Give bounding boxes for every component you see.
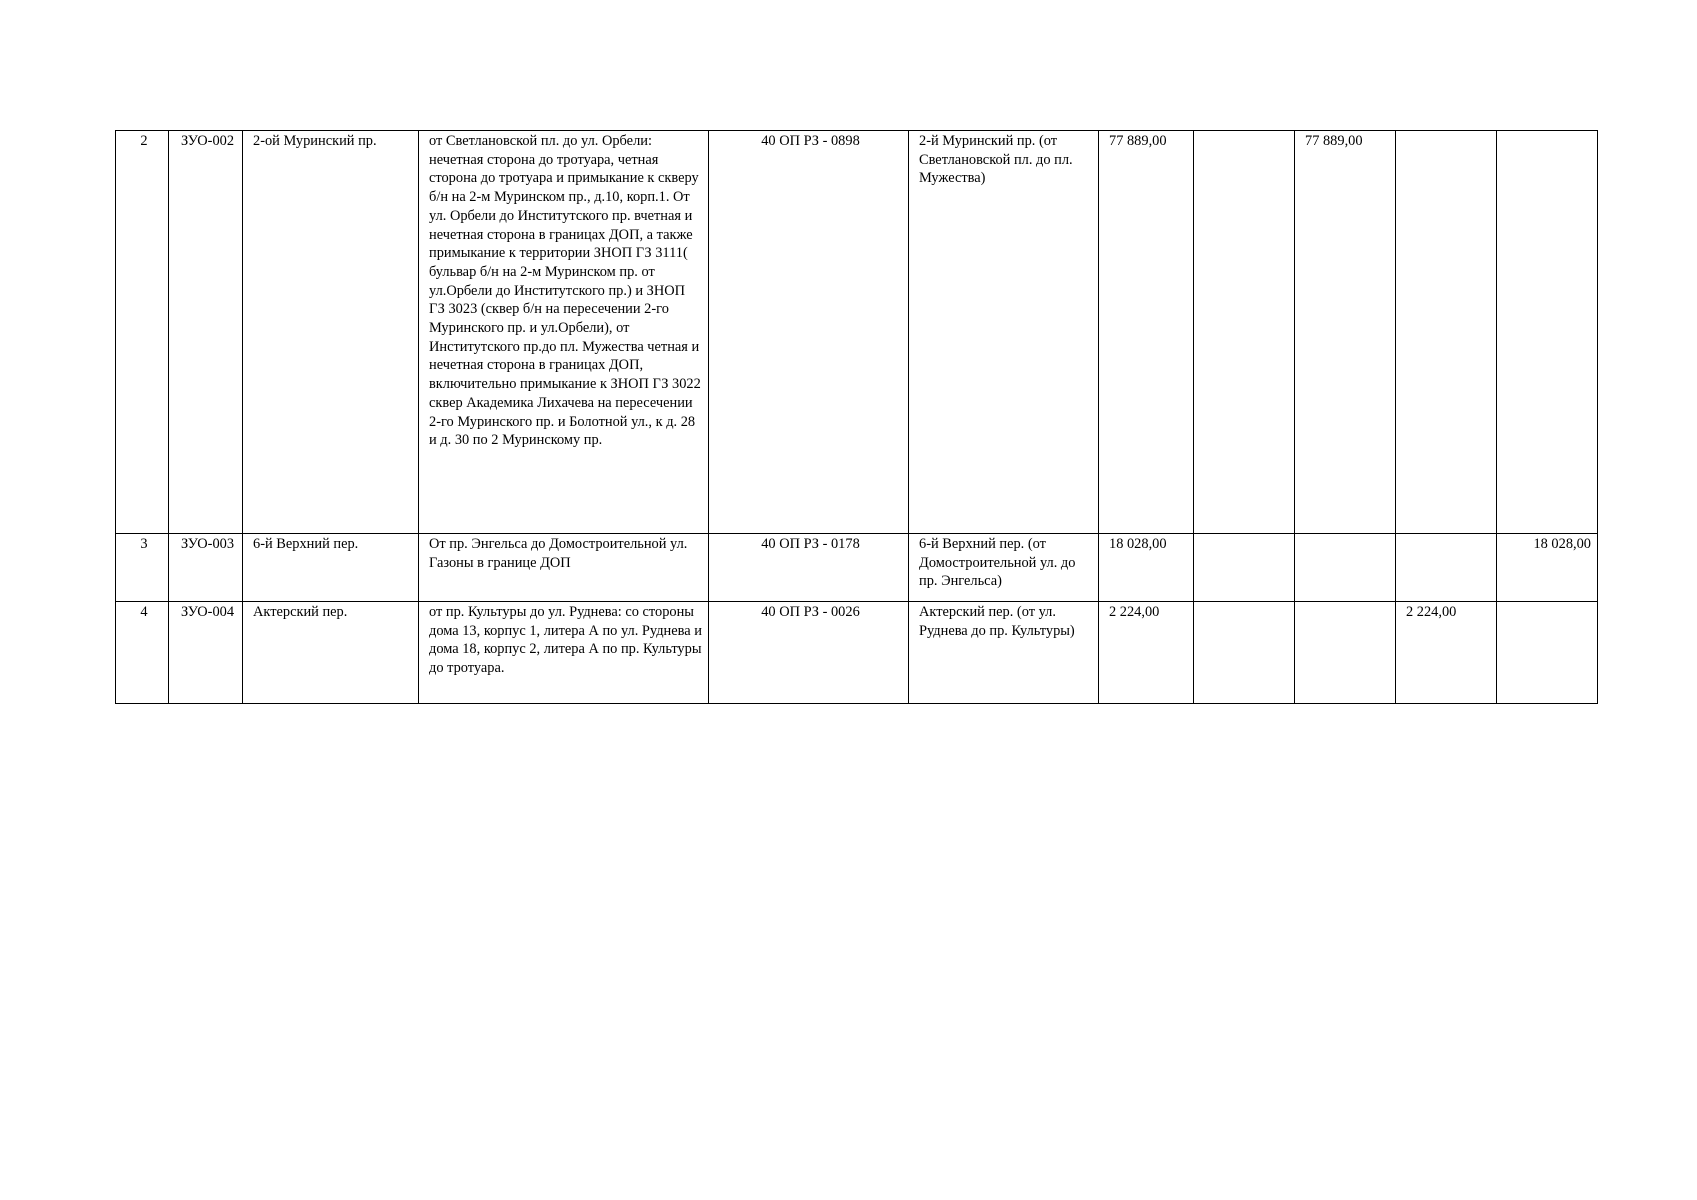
- object-code: ЗУО-003: [169, 534, 243, 602]
- area-col-9: 2 224,00: [1396, 602, 1497, 704]
- object-description: от пр. Культуры до ул. Руднева: со стороны дома 13, корпус 1, литера А по ул. Руднева и дома 18, корпус 2, литера А по пр. Культуры до тротуара.: [419, 602, 709, 704]
- area-total: 77 889,00: [1099, 131, 1194, 534]
- object-name: 6-й Верхний пер.: [243, 534, 419, 602]
- road-name: Актерский пер. (от ул. Руднева до пр. Культуры): [909, 602, 1099, 704]
- document-table: [115, 130, 1598, 704]
- table-row: [116, 131, 1598, 534]
- area-total: 18 028,00: [1099, 534, 1194, 602]
- area-total: 2 224,00: [1099, 602, 1194, 704]
- area-col-8: [1295, 602, 1396, 704]
- area-col-10: [1497, 602, 1598, 704]
- object-description: От пр. Энгельса до Домостроительной ул. Газоны в границе ДОП: [419, 534, 709, 602]
- area-col-10: 18 028,00: [1497, 534, 1598, 602]
- object-name: 2-ой Муринский пр.: [243, 131, 419, 534]
- road-name: 6-й Верхний пер. (от Домостроительной ул. до пр. Энгельса): [909, 534, 1099, 602]
- object-code: ЗУО-004: [169, 602, 243, 704]
- area-col-10: [1497, 131, 1598, 534]
- table-row: [116, 602, 1598, 704]
- road-reg-number: 40 ОП РЗ - 0898: [709, 131, 909, 534]
- object-code: ЗУО-002: [169, 131, 243, 534]
- area-col-7: [1194, 534, 1295, 602]
- object-name: Актерский пер.: [243, 602, 419, 704]
- object-description: от Светлановской пл. до ул. Орбели: нечетная сторона до тротуара, четная сторона до тротуара и примыкание к скверу б/н на 2-м Муринском пр., д.10, корп.1. От ул. Орбели до Институтского пр. вчетная и нечетная сторона в границах ДОП, а также примыкание к территории ЗНОП ГЗ 3111( бульвар б/н на 2-м Муринском пр. от ул.Орбели до Институтского пр.) и ЗНОП ГЗ 3023 (сквер б/н на пересечении 2-го Муринского пр. и ул.Орбели), от Институтского пр.до пл. Мужества четная и нечетная сторона в границах ДОП, включительно примыкание к ЗНОП ГЗ 3022 сквер Академика Лихачева на пересечении 2-го Муринского пр. и Болотной ул., к д. 28 и д. 30 по 2 Муринскому пр.: [419, 131, 709, 534]
- area-col-9: [1396, 534, 1497, 602]
- road-reg-number: 40 ОП РЗ - 0026: [709, 602, 909, 704]
- row-number: 3: [116, 534, 169, 602]
- table-row: [116, 534, 1598, 602]
- area-col-9: [1396, 131, 1497, 534]
- road-name: 2-й Муринский пр. (от Светлановской пл. до пл. Мужества): [909, 131, 1099, 534]
- area-col-7: [1194, 602, 1295, 704]
- area-col-7: [1194, 131, 1295, 534]
- road-reg-number: 40 ОП РЗ - 0178: [709, 534, 909, 602]
- area-col-8: 77 889,00: [1295, 131, 1396, 534]
- area-col-8: [1295, 534, 1396, 602]
- row-number: 2: [116, 131, 169, 534]
- row-number: 4: [116, 602, 169, 704]
